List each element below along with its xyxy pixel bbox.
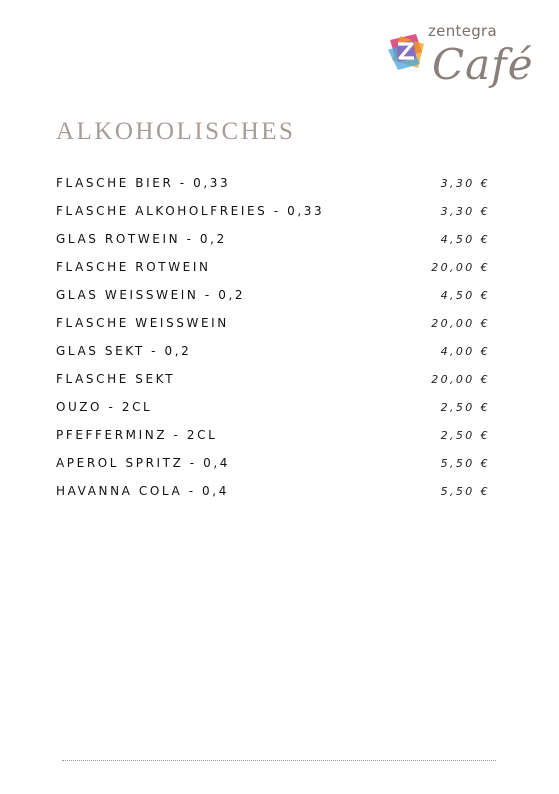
menu-item-price: 4,50 € [440,289,490,302]
menu-item-price: 4,50 € [440,233,490,246]
menu-item [56,456,496,484]
menu-item-price: 3,30 € [440,177,490,190]
menu-item-name: GLAS ROTWEIN - 0,2 [56,232,227,246]
menu-item-name: GLAS SEKT - 0,2 [56,344,192,358]
menu-item-name: OUZO - 2CL [56,400,153,414]
menu-item [56,372,496,400]
drinks-menu-list [56,176,496,512]
menu-item [56,484,496,512]
menu-item-price: 5,50 € [440,485,490,498]
menu-item-name: APEROL SPRITZ - 0,4 [56,456,231,470]
menu-item [56,204,496,232]
section-heading: ALKOHOLISCHES [56,118,296,145]
menu-item-name: PFEFFERMINZ - 2CL [56,428,218,442]
footer-divider [62,760,496,761]
cafe-logo [386,22,536,114]
menu-item-name: GLAS WEISSWEIN - 0,2 [56,288,246,302]
menu-item-name: FLASCHE WEISSWEIN [56,316,229,330]
menu-item [56,288,496,316]
menu-item-price: 20,00 € [431,261,490,274]
menu-item-price: 3,30 € [440,205,490,218]
menu-item [56,344,496,372]
logo-script-text: Café [432,40,534,89]
menu-item-name: FLASCHE BIER - 0,33 [56,176,231,190]
menu-item [56,316,496,344]
menu-item-price: 4,00 € [440,345,490,358]
menu-item-price: 20,00 € [431,317,490,330]
menu-item [56,232,496,260]
menu-item [56,260,496,288]
menu-item [56,428,496,456]
menu-item [56,176,496,204]
menu-item-name: FLASCHE ALKOHOLFREIES - 0,33 [56,204,325,218]
menu-item [56,400,496,428]
logo-z-icon [386,30,428,72]
menu-item-name: FLASCHE SEKT [56,372,176,386]
menu-item-name: HAVANNA COLA - 0,4 [56,484,229,498]
menu-item-price: 5,50 € [440,457,490,470]
menu-item-name: FLASCHE ROTWEIN [56,260,211,274]
menu-item-price: 2,50 € [440,401,490,414]
menu-item-price: 20,00 € [431,373,490,386]
logo-brand-text: zentegra [428,22,497,40]
menu-item-price: 2,50 € [440,429,490,442]
